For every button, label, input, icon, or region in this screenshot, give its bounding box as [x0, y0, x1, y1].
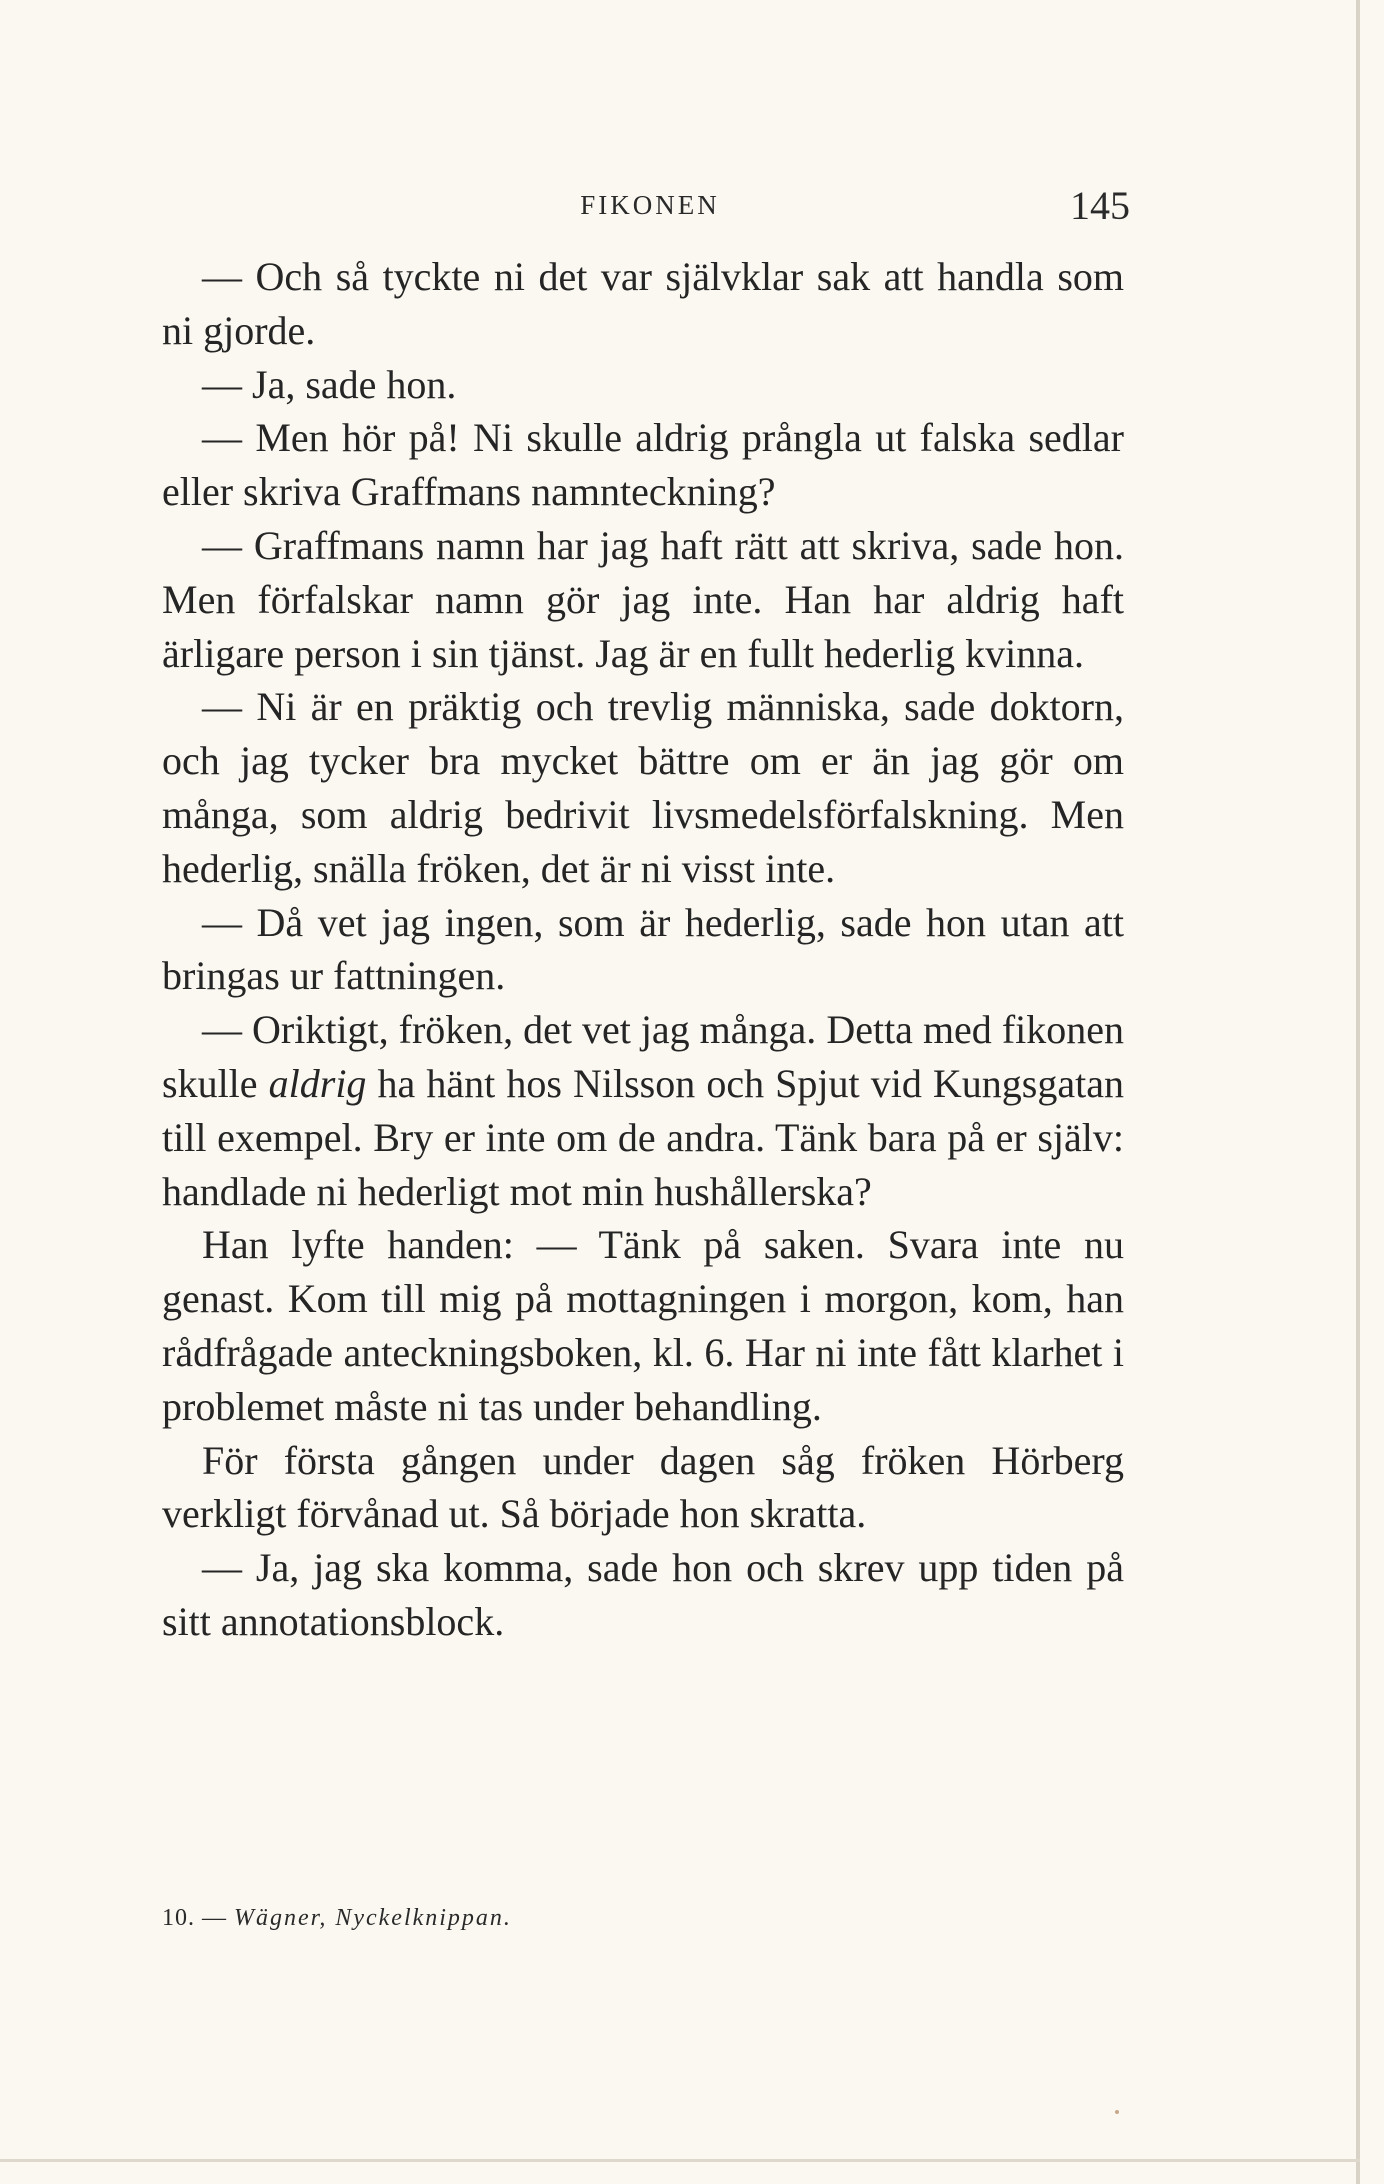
paragraph: — Ja, sade hon. — [202, 361, 457, 407]
signature-line — [162, 1905, 862, 1932]
page-edge-right — [1356, 0, 1360, 2184]
work-title: Wägner, Nyckelknippan. — [234, 1905, 512, 1931]
paragraph-text: — Oriktigt, fröken, det vet jag många. Detta med fikonen skulle — [162, 1007, 1124, 1106]
paragraph: — Men hör på! Ni skulle aldrig prångla ut falska sedlar eller skriva Graffmans namnteckning? — [162, 415, 1124, 515]
paragraph-text: ha hänt hos Nilsson och Spjut vid Kungsgatan till exempel. Bry er inte om de andra. Tänk bara på er själv: handlade ni hederligt mot min hushållerska? — [162, 1060, 1124, 1214]
emphasized-word: aldrig — [268, 1060, 367, 1106]
running-head: FIKONEN — [580, 190, 720, 220]
page-edge-bottom — [0, 2159, 1360, 2162]
paper-speck — [1115, 2110, 1119, 2114]
paragraph: — Ja, jag ska komma, sade hon och skrev upp tiden på sitt annotationsblock. — [162, 1545, 1124, 1644]
paragraph: — Graffmans namn har jag haft rätt att skriva, sade hon. Men förfalskar namn gör jag inte. Han har aldrig haft ärligare person i sin tjänst. Jag är en fullt hederlig kvinna. — [162, 522, 1124, 676]
signature-mark: 10. — — [162, 1905, 227, 1931]
page-number: 145 — [1070, 183, 1130, 228]
paragraph: Han lyfte handen: — Tänk på saken. Svara inte nu genast. Kom till mig på mottagningen i morgon, kom, han rådfrågade anteckningsboken, kl. 6. Har ni inte fått klarhet i problemet måste ni tas under behandling. — [162, 1222, 1124, 1429]
paragraph: — Ni är en präktig och trevlig människa, sade doktorn, och jag tycker bra mycket bättre om er än jag gör om många, som aldrig bedrivit livsmedelsförfalskning. Men hederlig, snälla fröken, det är ni visst inte. — [162, 684, 1124, 891]
page-header — [170, 182, 1130, 242]
paragraph: — Och så tyckte ni det var självklar sak att handla som ni gjorde. — [162, 254, 1124, 353]
paragraph — [162, 1003, 1124, 1218]
body-text — [162, 250, 1124, 1649]
paragraph: För första gången under dagen såg fröken Hörberg verkligt förvånad ut. Så började hon skratta. — [162, 1437, 1124, 1537]
paragraph: — Då vet jag ingen, som är hederlig, sade hon utan att bringas ur fattningen. — [162, 899, 1124, 999]
